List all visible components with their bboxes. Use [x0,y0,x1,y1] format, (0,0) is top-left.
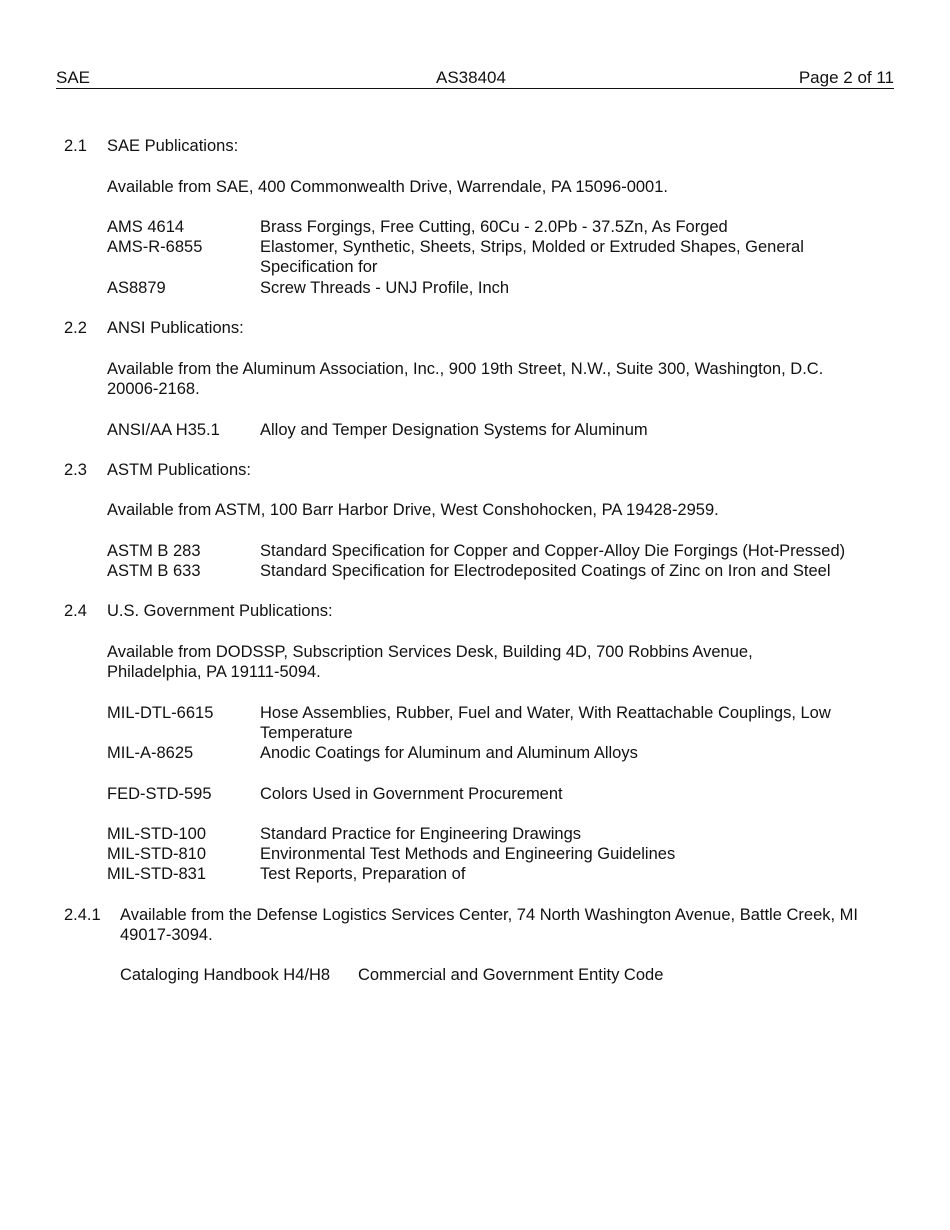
section-availability: Available from ASTM, 100 Barr Harbor Drive, West Conshohocken, PA 19428-2959. [107,501,719,519]
reference-code: ASTM B 283 [107,542,201,560]
reference-code: MIL-A-8625 [107,744,194,762]
reference-code: FED-STD-595 [107,785,212,803]
header-organization: SAE [56,68,91,87]
reference-description: Elastomer, Synthetic, Sheets, Strips, Molded or Extruded Shapes, General Specification for [260,238,804,276]
reference-code: Cataloging Handbook H4/H8 [120,966,331,984]
page-header [56,68,894,89]
section-number: 2.3 [64,461,87,479]
reference-description: Environmental Test Methods and Engineering Guidelines [260,845,676,863]
header-document-number: AS38404 [436,68,506,87]
section-availability: Available from DODSSP, Subscription Services Desk, Building 4D, 700 Robbins Avenue, Philadelphia, PA 19111-5094. [107,643,753,681]
reference-description: Commercial and Government Entity Code [358,966,664,984]
reference-code: AMS 4614 [107,218,185,236]
reference-code: MIL-DTL-6615 [107,704,214,722]
reference-code: MIL-STD-810 [107,845,207,863]
section-title: ANSI Publications: [107,319,244,337]
reference-code: ASTM B 633 [107,562,201,580]
section-title: SAE Publications: [107,137,239,155]
reference-description: Standard Practice for Engineering Drawings [260,825,582,843]
reference-code: MIL-STD-831 [107,865,207,883]
header-page-number: Page 2 of 11 [798,68,894,87]
section-number: 2.2 [64,319,87,337]
reference-description: Test Reports, Preparation of [260,865,466,883]
reference-description: Alloy and Temper Designation Systems for Aluminum [260,421,648,439]
section-availability: Available from the Aluminum Association, Inc., 900 19th Street, N.W., Suite 300, Washington, D.C. 20006-2168. [107,360,824,398]
section-number: 2.4 [64,602,87,620]
reference-description: Standard Specification for Electrodeposited Coatings of Zinc on Iron and Steel [260,562,831,580]
section-title: ASTM Publications: [107,461,251,479]
reference-description: Standard Specification for Copper and Copper-Alloy Die Forgings (Hot-Pressed) [260,542,846,560]
reference-description: Colors Used in Government Procurement [260,785,563,803]
reference-description: Hose Assemblies, Rubber, Fuel and Water, With Reattachable Couplings, Low Temperature [260,704,831,742]
reference-description: Anodic Coatings for Aluminum and Aluminum Alloys [260,744,638,762]
reference-code: AS8879 [107,279,166,297]
section-number: 2.1 [64,137,87,155]
subsection-availability: Available from the Defense Logistics Services Center, 74 North Washington Avenue, Battle Creek, MI 49017-3094. [120,906,858,944]
reference-description: Screw Threads - UNJ Profile, Inch [260,279,510,297]
subsection-number: 2.4.1 [64,906,101,924]
reference-code: AMS-R-6855 [107,238,203,256]
section-title: U.S. Government Publications: [107,602,333,620]
reference-code: MIL-STD-100 [107,825,207,843]
section-availability: Available from SAE, 400 Commonwealth Drive, Warrendale, PA 15096-0001. [107,178,668,196]
reference-description: Brass Forgings, Free Cutting, 60Cu - 2.0Pb - 37.5Zn, As Forged [260,218,728,236]
reference-code: ANSI/AA H35.1 [107,421,220,439]
